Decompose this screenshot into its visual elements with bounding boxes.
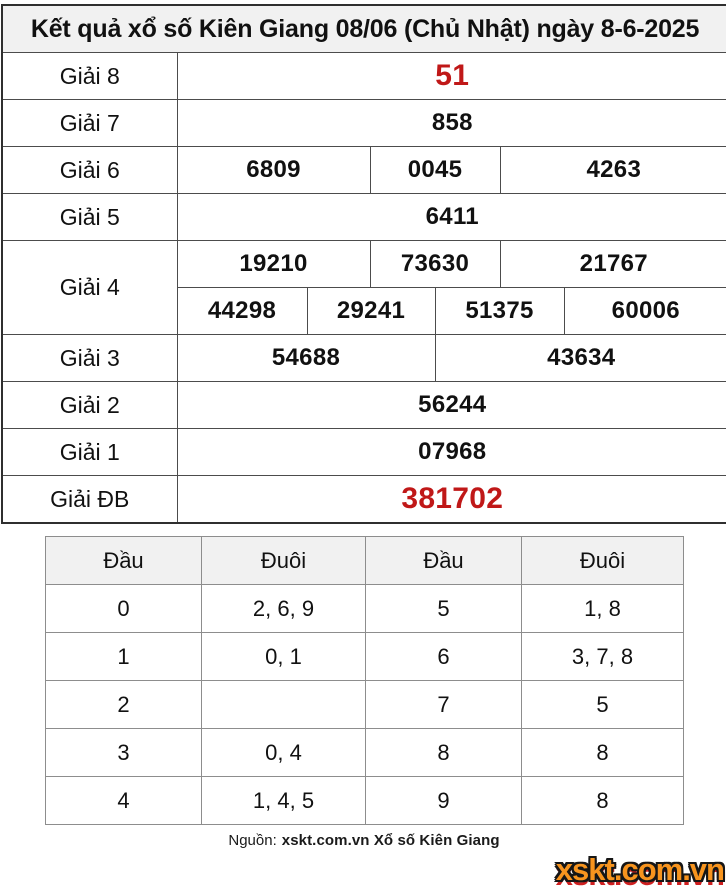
head-tail-row	[46, 729, 684, 777]
head-tail-cell: 8	[366, 729, 522, 777]
results-table	[1, 4, 726, 524]
prize-number: 44298	[177, 288, 307, 335]
head-tail-header: Đuôi	[202, 537, 366, 585]
prize-label: Giải 6	[2, 147, 177, 194]
prize-label: Giải 7	[2, 100, 177, 147]
prize-row	[2, 194, 726, 241]
head-tail-cell: 1	[46, 633, 202, 681]
prize-number: 56244	[177, 382, 726, 429]
prize-label: Giải 5	[2, 194, 177, 241]
head-tail-cell	[202, 681, 366, 729]
prize-row	[2, 147, 726, 194]
page-title: Kết quả xổ số Kiên Giang 08/06 (Chủ Nhật) ngày 8-6-2025	[2, 5, 726, 53]
head-tail-row	[46, 681, 684, 729]
prize-row	[2, 100, 726, 147]
prize-number: 858	[177, 100, 726, 147]
head-tail-cell: 7	[366, 681, 522, 729]
head-tail-cell: 1, 4, 5	[202, 777, 366, 825]
prize-row	[2, 241, 726, 288]
head-tail-header: Đầu	[366, 537, 522, 585]
head-tail-cell: 2	[46, 681, 202, 729]
head-tail-cell: 8	[522, 729, 684, 777]
head-tail-row	[46, 777, 684, 825]
prize-label: Giải ĐB	[2, 476, 177, 524]
head-tail-header-row	[46, 537, 684, 585]
head-tail-cell: 2, 6, 9	[202, 585, 366, 633]
prize-label: Giải 2	[2, 382, 177, 429]
prize-row	[2, 429, 726, 476]
head-tail-cell: 3, 7, 8	[522, 633, 684, 681]
prize-number: 4263	[500, 147, 726, 194]
prize-number: 19210	[177, 241, 370, 288]
source-label: Nguồn:	[228, 832, 277, 849]
head-tail-section	[45, 536, 683, 825]
prize-label: Giải 3	[2, 335, 177, 382]
prize-label: Giải 8	[2, 53, 177, 100]
prize-row	[2, 53, 726, 100]
prize-number: 29241	[307, 288, 435, 335]
head-tail-cell: 0	[46, 585, 202, 633]
head-tail-cell: 6	[366, 633, 522, 681]
head-tail-cell: 0, 4	[202, 729, 366, 777]
head-tail-cell: 5	[366, 585, 522, 633]
head-tail-table	[45, 536, 684, 825]
head-tail-header: Đầu	[46, 537, 202, 585]
prize-number: 07968	[177, 429, 726, 476]
head-tail-cell: 0, 1	[202, 633, 366, 681]
head-tail-cell: 1, 8	[522, 585, 684, 633]
head-tail-cell: 3	[46, 729, 202, 777]
prize-number: 54688	[177, 335, 435, 382]
prize-number: 0045	[370, 147, 500, 194]
prize-number: 21767	[500, 241, 726, 288]
head-tail-cell: 9	[366, 777, 522, 825]
title-row	[2, 5, 726, 53]
head-tail-cell: 4	[46, 777, 202, 825]
prize-number: 6809	[177, 147, 370, 194]
head-tail-row	[46, 585, 684, 633]
prize-number: 60006	[564, 288, 726, 335]
prize-row	[2, 382, 726, 429]
prize-label: Giải 1	[2, 429, 177, 476]
head-tail-row	[46, 633, 684, 681]
prize-row	[2, 335, 726, 382]
head-tail-header: Đuôi	[522, 537, 684, 585]
prize-number: 6411	[177, 194, 726, 241]
prize-number: 381702	[177, 476, 726, 524]
head-tail-cell: 8	[522, 777, 684, 825]
prize-number: 51375	[435, 288, 564, 335]
prize-number: 73630	[370, 241, 500, 288]
xskt-logo: xskt.com.vn	[555, 852, 724, 887]
prize-row	[2, 476, 726, 524]
head-tail-cell: 5	[522, 681, 684, 729]
prize-label: Giải 4	[2, 241, 177, 335]
source-line	[45, 832, 683, 849]
source-text: xskt.com.vn Xổ số Kiên Giang	[281, 832, 500, 849]
prize-number: 43634	[435, 335, 726, 382]
prize-number: 51	[177, 53, 726, 100]
